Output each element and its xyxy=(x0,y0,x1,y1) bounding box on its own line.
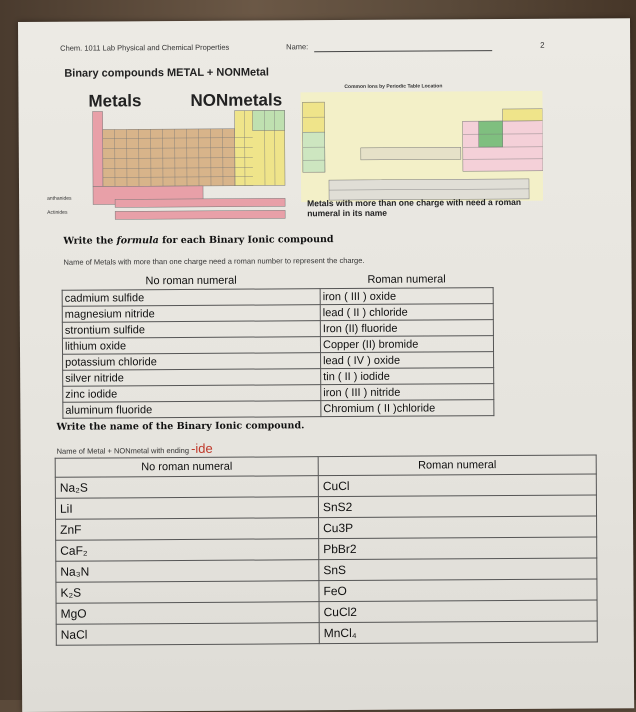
compound-name: iron ( III ) oxide xyxy=(320,288,493,305)
compound-name: Iron (II) fluoride xyxy=(320,320,493,337)
compound-name: magnesium nitride xyxy=(62,305,320,323)
col-no-roman-header: No roman numeral xyxy=(55,457,318,478)
table-row xyxy=(63,400,494,419)
formula: FeO xyxy=(319,579,597,602)
course-header: Chem. 1011 Lab Physical and Chemical Properties xyxy=(60,43,229,53)
formula: ZnF xyxy=(56,518,319,541)
right-periodic-table xyxy=(300,91,543,202)
formula: SnS2 xyxy=(318,495,596,518)
compound-name: Chromium ( II )chloride xyxy=(321,400,494,417)
formula-table xyxy=(62,271,495,419)
lanthanides-label: anthanides xyxy=(47,196,72,202)
col-no-roman-header: No roman numeral xyxy=(62,272,320,290)
formula: MnCl₄ xyxy=(319,621,597,644)
formula: PbBr2 xyxy=(319,537,597,560)
compound-name: lithium oxide xyxy=(62,337,320,355)
section2-heading: Write the name of the Binary Ionic compound. xyxy=(56,420,304,433)
worksheet-page xyxy=(18,18,634,712)
page-title: Binary compounds METAL + NONMetal xyxy=(64,66,269,79)
formula: SnS xyxy=(319,558,597,581)
common-ions-title: Common Ions by Periodic Table Location xyxy=(344,83,442,90)
formula: CuCl2 xyxy=(319,600,597,623)
compound-name: tin ( II ) iodide xyxy=(321,368,494,385)
formula: LiI xyxy=(55,497,318,520)
compound-name: lead ( II ) chloride xyxy=(320,304,493,321)
section1-heading: Write the formula for each Binary Ionic compound xyxy=(63,234,333,247)
formula: Cu3P xyxy=(319,516,597,539)
metals-label: Metals xyxy=(88,91,141,111)
name-line xyxy=(314,50,492,52)
compound-name: iron ( III ) nitride xyxy=(321,384,494,401)
name-label: Name: xyxy=(286,42,308,51)
formula: CuCl xyxy=(318,474,596,497)
section2-instruction: Name of Metal + NONmetal with ending -ide xyxy=(57,441,213,457)
right-periodic-table-graphic xyxy=(300,91,543,202)
formula: NaCl xyxy=(56,623,319,646)
nonmetals-label: NONmetals xyxy=(190,90,282,111)
formula: Na₃N xyxy=(56,560,319,583)
page-number: 2 xyxy=(540,41,545,50)
section1-instruction: Name of Metals with more than one charge need a roman number to represent the charge. xyxy=(63,256,364,267)
compound-name: potassium chloride xyxy=(63,353,321,371)
actinides-label: Actinides xyxy=(47,210,67,216)
formula: MgO xyxy=(56,602,319,625)
compound-name: silver nitride xyxy=(63,369,321,387)
col-roman-header: Roman numeral xyxy=(318,455,596,476)
compound-name: cadmium sulfide xyxy=(62,289,320,307)
table-row xyxy=(56,621,597,645)
compound-name: strontium sulfide xyxy=(62,321,320,339)
name-table xyxy=(55,454,598,645)
roman-numeral-note: Metals with more than one charge with need a roman numeral in its name xyxy=(307,197,547,218)
ide-ending: -ide xyxy=(191,441,213,456)
compound-name: Copper (II) bromide xyxy=(320,336,493,353)
formula: CaF₂ xyxy=(56,539,319,562)
formula: K₂S xyxy=(56,581,319,604)
compound-name: zinc iodide xyxy=(63,385,321,403)
compound-name: aluminum fluoride xyxy=(63,401,321,419)
compound-name: lead ( IV ) oxide xyxy=(321,352,494,369)
formula: Na₂S xyxy=(55,476,318,499)
col-roman-header: Roman numeral xyxy=(320,271,493,289)
